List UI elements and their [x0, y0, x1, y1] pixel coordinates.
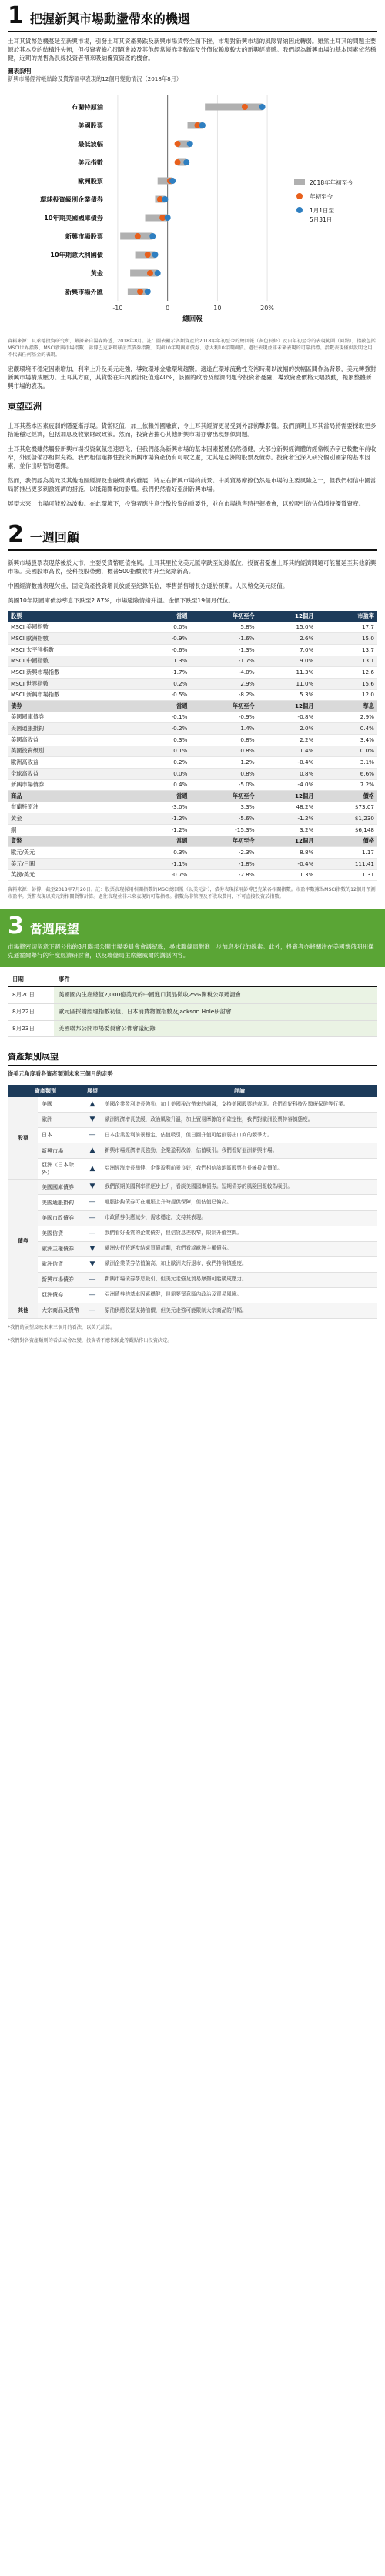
- table-row: [8, 723, 377, 735]
- table-header-cell: 價格: [316, 791, 377, 802]
- table-cell: 銅: [8, 825, 138, 836]
- table-cell: -4.0%: [190, 667, 257, 679]
- table-row: [8, 712, 377, 723]
- table-cell: -1.1%: [138, 858, 190, 869]
- alloc-row: [8, 1180, 377, 1195]
- section3-title: 當週展望: [29, 921, 79, 936]
- table-cell: 1.3%: [258, 869, 317, 881]
- alloc-row: [8, 1112, 377, 1127]
- section2-title: 一週回顧: [29, 530, 79, 546]
- outlook-arrow-icon: ▲: [83, 1097, 102, 1113]
- table-header-cell: 當週: [138, 836, 190, 847]
- alloc-subclass: 美國國庫債券: [38, 1180, 83, 1195]
- category-label: 新興市場外匯: [65, 287, 103, 295]
- alloc-header-class: 資產類別: [8, 1085, 83, 1097]
- alloc-subclass: 美國通脹掛鈎: [38, 1195, 83, 1210]
- legend-label: 2018年年初至今: [310, 179, 353, 186]
- event-row: [8, 1020, 377, 1037]
- subsection-title-asia: 東望亞洲: [8, 402, 42, 412]
- alloc-row: [8, 1195, 377, 1210]
- alloc-comment: 亞洲債券的基本因素穩健，但需要留意區內政治及貿易風險。: [102, 1287, 377, 1303]
- dot-chart-svg: [8, 87, 377, 333]
- alloc-comment: 歐洲央行將逐步結束買債計劃，我們看淡歐洲主權債券。: [102, 1241, 377, 1256]
- table-cell: 黃金: [8, 813, 138, 825]
- chart-caption-subtitle: 新興市場經常帳結餘及貨幣匯率表現的12個月變動情況（2018年8月）: [8, 75, 182, 83]
- x-axis-label: 總回報: [182, 315, 203, 323]
- legend-swatch-orange: [296, 193, 303, 199]
- alloc-subclass: 新興市場債券: [38, 1272, 83, 1287]
- alloc-comment: 亞洲經濟增長穩健，企業盈利前景良好，我們相信該地區股票有長線投資價值。: [102, 1159, 377, 1180]
- alloc-row: [8, 1143, 377, 1159]
- data-point-may: [155, 270, 161, 276]
- legend-swatch-blue: [296, 207, 303, 213]
- data-point-ytd: [242, 104, 248, 110]
- table-cell: 15.0%: [258, 622, 317, 633]
- table-cell: 2.0%: [258, 723, 317, 735]
- table-cell: -1.7%: [190, 656, 257, 667]
- table-cell: -1.7%: [138, 667, 190, 679]
- data-point-may: [152, 252, 158, 258]
- category-label: 美國股票: [78, 121, 103, 129]
- table-header-cell: 當週: [138, 701, 190, 712]
- table-cell: MSCI 新興市場指數: [8, 667, 138, 679]
- events-table: [8, 973, 377, 1037]
- outlook-arrow-icon: —: [83, 1128, 102, 1143]
- data-point-may: [145, 289, 151, 295]
- table-cell: 5.3%: [258, 689, 317, 701]
- category-label: 黃金: [90, 269, 103, 277]
- alloc-title: 資產類別展望: [8, 1052, 59, 1063]
- section1-title: 把握新興市場動盪帶來的機遇: [29, 12, 190, 26]
- alloc-row: [8, 1128, 377, 1143]
- section3-text: 市場將密切留意下週公佈的8月聯邦公開市場委員會會議紀錄，尋求聯儲局對進一步加息步伐的線索。此外，投資者亦將關注在美國懷俄明州傑克遜霍爾舉行的年度經濟研討會，以及聯儲局主席鮑威爾的講話內容。: [8, 943, 374, 959]
- section1-paragraph-5: 展望未來，市場可能較為波動。在此環境下，投資者應注意分散投資的重要性，並在市場拋售時把握機會，以較吸引的估值增持優質資產。: [8, 500, 365, 508]
- alloc-row: [8, 1159, 377, 1180]
- data-point-may: [149, 233, 156, 239]
- data-point-ytd: [175, 141, 181, 147]
- category-label: 10年期美國國庫債券: [44, 213, 103, 222]
- data-point-may: [162, 196, 168, 202]
- table-cell: 0.3%: [138, 847, 190, 859]
- table-cell: 111.41: [316, 858, 377, 869]
- table-cell: -0.8%: [258, 712, 317, 723]
- alloc-class: 債券: [8, 1180, 38, 1303]
- section1-number: 1: [8, 2, 24, 29]
- alloc-comment: 新興市場債券孳息吸引，但美元走強及貿易摩擦可能構成壓力。: [102, 1272, 377, 1287]
- outlook-arrow-icon: ▲: [83, 1143, 102, 1159]
- event-description: 歐元區採購經理指數初值、日本消費物價指數及Jackson Hole研討會: [54, 1003, 377, 1020]
- data-point-may: [259, 104, 266, 110]
- category-label: 10年期意大利國債: [50, 250, 103, 259]
- section1-paragraph-2: 土耳其基本因素疲弱的隱憂漸浮現。貨幣貶值，加上依賴外國融資，令土耳其經濟更易受到外部衝擊影響。我們預期土耳其當局將需要採取更多措施穩定經濟，包括加息及收緊財政政策。然而，投資者擔心其他新興市場亦會出現類似問題。: [8, 422, 377, 439]
- data-point-may: [199, 122, 206, 128]
- alloc-row: [8, 1256, 377, 1272]
- data-point-ytd: [145, 252, 151, 258]
- table-row: [8, 667, 377, 679]
- table-header-cell: 年初至今: [190, 791, 257, 802]
- data-point-ytd: [175, 159, 181, 165]
- table-header-cell: 孳息: [316, 701, 377, 712]
- events-header-event: 事件: [54, 973, 377, 986]
- table-header-cell: 當週: [138, 611, 190, 622]
- table-header-cell: 12個月: [258, 791, 317, 802]
- table-group-row: [8, 836, 377, 847]
- event-date: 8月20日: [8, 987, 54, 1004]
- table-cell: 0.2%: [138, 678, 190, 689]
- alloc-subclass: 美國信貸: [38, 1226, 83, 1241]
- table-cell: 1.4%: [190, 723, 257, 735]
- table-cell: 12.6: [316, 667, 377, 679]
- data-point-ytd: [147, 270, 153, 276]
- category-label: 歐洲股票: [78, 176, 103, 185]
- outlook-arrow-icon: —: [83, 1303, 102, 1318]
- table-cell: 12.0: [316, 689, 377, 701]
- outlook-arrow-icon: ▼: [83, 1256, 102, 1272]
- table-cell: -1.2%: [138, 825, 190, 836]
- table-cell: 歐元/美元: [8, 847, 138, 859]
- x-tick-label: -10: [112, 304, 123, 312]
- event-description: 美國國內生產總值2,000億美元的中國進口貨品徵收25%關稅公眾聽證會: [54, 987, 377, 1004]
- table-cell: 7.2%: [316, 779, 377, 791]
- market-table-note: 資料來源：彭博，截至2018年7月20日。註：股票表現採用相關指數的MSCI總回報（以美元計），債券表現採用彭博巴克萊各相關指數。市盈率數據為MSCI指數的12個月預測市盈率。貨幣表現以美元對相關貨幣計算。過往表現並非未來表現的可靠指標。指數為非管理及不收取費用，不可直接投資於指數。: [8, 887, 376, 899]
- table-cell: 全球高收益: [8, 768, 138, 779]
- alloc-header-comment: 評論: [102, 1085, 377, 1097]
- table-header-cell: 商品: [8, 791, 138, 802]
- section2-number: 2: [8, 521, 24, 549]
- table-cell: 0.0%: [138, 768, 190, 779]
- section1-paragraph-1: 宏觀環境不穩定因素增加，利率上升及美元走強，導致環球金融環境趨緊。適逢在環球流動性充裕時期以波幅的狹幅區間作為背景，美元轉強對新興市場構成壓力。土耳其方面，其貨幣在年內累計貶值逾40%，該國的政治及經濟問題令投資者憂慮，導致資產價格大幅波動，拖累整體新興市場的表現。: [8, 365, 377, 390]
- table-cell: -0.4%: [258, 757, 317, 769]
- data-point-may: [169, 178, 176, 184]
- table-cell: MSCI 美國指數: [8, 622, 138, 633]
- table-row: [8, 813, 377, 825]
- alloc-subclass: 新興市場: [38, 1143, 83, 1159]
- legend-swatch-bar: [294, 179, 305, 185]
- outlook-arrow-icon: —: [83, 1195, 102, 1210]
- table-header-cell: 12個月: [258, 701, 317, 712]
- section2-paragraph-1: 新興市場股票表現落後於大市，主要受貨幣貶值拖累。土耳其里拉兌美元匯率跌至紀錄低位，投資者憂慮土耳其的經濟問題可能蔓延至其他新興市場。美國股市高收，受科技股帶動，標普500指數收市升至紀錄新高。: [8, 559, 377, 576]
- table-cell: 1.4%: [258, 746, 317, 757]
- range-bar: [205, 103, 262, 110]
- event-row: [8, 1003, 377, 1020]
- category-label: 環球投資級別企業債券: [40, 195, 103, 203]
- alloc-rule: [8, 1065, 377, 1066]
- alloc-comment: 美國企業盈利增長強勁，加上美國稅改帶來的刺激，支持美國股票的表現。我們看好科技及醫療保健等行業。: [102, 1097, 377, 1113]
- alloc-footnote: *我們的展望反映未來三個月的看法，以美元計算。: [8, 1324, 116, 1330]
- table-cell: 歐洲高收益: [8, 757, 138, 769]
- table-header-cell: 12個月: [258, 611, 317, 622]
- table-cell: MSCI 歐洲指數: [8, 633, 138, 645]
- outlook-arrow-icon: —: [83, 1210, 102, 1226]
- table-cell: 3.1%: [316, 757, 377, 769]
- outlook-arrow-icon: —: [83, 1272, 102, 1287]
- alloc-subclass: 日本: [38, 1128, 83, 1143]
- table-header-cell: 年初至今: [190, 701, 257, 712]
- alloc-header-view: 展望: [83, 1085, 102, 1097]
- table-header-cell: 當週: [138, 791, 190, 802]
- outlook-arrow-icon: —: [83, 1287, 102, 1303]
- event-date: 8月23日: [8, 1020, 54, 1037]
- alloc-class: 股票: [8, 1097, 38, 1180]
- table-cell: 9.0%: [258, 656, 317, 667]
- table-cell: 1.31: [316, 869, 377, 881]
- table-header-cell: 債券: [8, 701, 138, 712]
- section2-paragraph-3: 美國10年期國庫債券孳息下跌至2.87%，市場避險情緒升溫。金價下跌至19個月低位。: [8, 597, 235, 605]
- table-cell: 0.0%: [316, 746, 377, 757]
- section3-header: [8, 912, 377, 939]
- table-row: [8, 825, 377, 836]
- alloc-row: [8, 1097, 377, 1113]
- category-label: 美元指數: [78, 158, 103, 166]
- table-cell: 48.2%: [258, 802, 317, 813]
- table-cell: $1,230: [316, 813, 377, 825]
- alloc-comment: 我們看好優質的企業債券，但信貸息差收窄，限制升值空間。: [102, 1226, 377, 1241]
- table-cell: 2.9%: [190, 678, 257, 689]
- alloc-subclass: 亞洲（日本除外）: [38, 1159, 83, 1180]
- table-header-cell: 年初至今: [190, 836, 257, 847]
- legend-label: 5月31日: [310, 215, 333, 223]
- table-cell: -1.2%: [138, 813, 190, 825]
- table-cell: 2.2%: [258, 735, 317, 746]
- table-cell: 美國國庫債券: [8, 712, 138, 723]
- alloc-subclass: 大宗商品及貨幣: [38, 1303, 83, 1318]
- category-label: 布蘭特原油: [72, 102, 103, 111]
- table-row: [8, 678, 377, 689]
- table-row: [8, 869, 377, 881]
- table-cell: 11.3%: [258, 667, 317, 679]
- table-header-row: [8, 611, 377, 622]
- table-cell: $6,148: [316, 825, 377, 836]
- table-cell: -1.2%: [258, 813, 317, 825]
- outlook-arrow-icon: ▼: [83, 1241, 102, 1256]
- legend-label: 1月1日至: [310, 206, 335, 214]
- table-cell: 11.0%: [258, 678, 317, 689]
- table-cell: -8.2%: [190, 689, 257, 701]
- data-point-may: [183, 159, 189, 165]
- table-cell: 2.9%: [316, 712, 377, 723]
- section2-rule: [8, 549, 377, 551]
- alloc-comment: 歐洲經濟增長放緩，政治風險升溫，加上貿易摩擦的不確定性，我們對歐洲股票持審慎態度。: [102, 1112, 377, 1127]
- table-cell: -0.2%: [138, 723, 190, 735]
- event-row: [8, 987, 377, 1004]
- section1-paragraph-3: 土耳其危機雖然觸發新興市場投資氣氛急速惡化，但我們認為新興市場的基本因素整體仍然穩健，大部分新興經濟體的經常帳赤字已較數年前收窄，外匯儲備亦相對充裕。我們相信選擇性投資新興市場資產仍有可取之處，尤其是亞洲的股票及債券。投資者宜深入研究個別國家的基本因素，並作出明智的選擇。: [8, 445, 377, 470]
- table-cell: 美國通脹掛鈎: [8, 723, 138, 735]
- table-cell: -15.3%: [190, 825, 257, 836]
- table-cell: 17.7: [316, 622, 377, 633]
- table-header-cell: 市盈率: [316, 611, 377, 622]
- chart-caption-title: 圖表說明: [8, 68, 32, 75]
- table-cell: 3.3%: [190, 802, 257, 813]
- table-row: [8, 847, 377, 859]
- table-row: [8, 746, 377, 757]
- table-cell: 0.8%: [190, 768, 257, 779]
- table-cell: 0.4%: [316, 723, 377, 735]
- category-label: 新興市場股票: [65, 232, 103, 240]
- outlook-arrow-icon: ▼: [83, 1112, 102, 1127]
- table-cell: 13.1: [316, 656, 377, 667]
- table-cell: -1.8%: [190, 858, 257, 869]
- table-row: [8, 633, 377, 645]
- table-cell: 英鎊/美元: [8, 869, 138, 881]
- alloc-footnote-2: *我們對各資產類別的看法或會改變，投資者不應依賴此等觀點作出投資決定。: [8, 1337, 172, 1343]
- table-cell: 美國高收益: [8, 735, 138, 746]
- alloc-subclass: 美國市政債券: [38, 1210, 83, 1226]
- alloc-row: [8, 1226, 377, 1241]
- alloc-subclass: 美國: [38, 1097, 83, 1113]
- table-cell: -3.0%: [138, 802, 190, 813]
- table-header-cell: 價格: [316, 836, 377, 847]
- table-cell: 0.0%: [138, 622, 190, 633]
- section3-number: 3: [8, 912, 24, 939]
- chart-note: 資料來源：貝萊德投資研究所，數據來自湯森路透，2018年8月。註：圖表顯示各類資產於2018年年初至今的總回報（灰色長條）及自年初至今的表現範圍（圓點），指數包括MSCI世界指數、MSCI新興市場指數、彭博巴克萊環球企業債券指數、美國10年期國庫債券、意大利10年期國債。過往表現並非未來表現的可靠指標。指數表現僅供說明之用，不代表任何基金的表現。: [8, 339, 377, 358]
- table-cell: 3.2%: [258, 825, 317, 836]
- alloc-comment: 原油供應收緊支持油價，但美元走強可能限制大宗商品的升幅。: [102, 1303, 377, 1318]
- asset-outlook-table: [8, 1085, 377, 1319]
- table-header-cell: 貨幣: [8, 836, 138, 847]
- table-group-row: [8, 701, 377, 712]
- table-cell: 2.6%: [258, 633, 317, 645]
- event-date: 8月22日: [8, 1003, 54, 1020]
- section1-rule: [8, 31, 377, 32]
- table-cell: 0.8%: [190, 735, 257, 746]
- x-tick-label: 0: [166, 304, 170, 312]
- table-cell: -0.1%: [138, 712, 190, 723]
- table-cell: -1.6%: [190, 633, 257, 645]
- alloc-row: [8, 1303, 377, 1318]
- table-cell: 15.6: [316, 678, 377, 689]
- table-group-row: [8, 791, 377, 802]
- table-row: [8, 802, 377, 813]
- data-point-ytd: [137, 289, 143, 295]
- alloc-comment: 日本企業盈利前景穩定，估值吸引，但日圓升值可能削弱出口商的競爭力。: [102, 1128, 377, 1143]
- table-cell: 13.7: [316, 645, 377, 656]
- alloc-row: [8, 1241, 377, 1256]
- events-header-date: 日期: [8, 973, 54, 986]
- table-cell: 0.2%: [138, 757, 190, 769]
- table-row: [8, 757, 377, 769]
- alloc-subclass: 歐洲主權債券: [38, 1241, 83, 1256]
- table-row: [8, 858, 377, 869]
- table-row: [8, 656, 377, 667]
- table-cell: 5.8%: [190, 622, 257, 633]
- table-cell: 0.1%: [138, 746, 190, 757]
- outlook-arrow-icon: ▼: [83, 1180, 102, 1195]
- range-bar: [130, 269, 158, 276]
- alloc-row: [8, 1272, 377, 1287]
- data-point-may: [165, 215, 171, 221]
- table-cell: -5.6%: [190, 813, 257, 825]
- alloc-class: 其他: [8, 1303, 38, 1318]
- table-cell: -0.4%: [258, 858, 317, 869]
- table-cell: 0.8%: [258, 768, 317, 779]
- table-header-cell: 12個月: [258, 836, 317, 847]
- table-cell: 8.8%: [258, 847, 317, 859]
- table-cell: MSCI 新興市場指數: [8, 689, 138, 701]
- outlook-arrow-icon: ▲: [83, 1159, 102, 1180]
- table-cell: 15.0: [316, 633, 377, 645]
- table-cell: -0.5%: [138, 689, 190, 701]
- table-cell: 布蘭特原油: [8, 802, 138, 813]
- table-cell: -0.6%: [138, 645, 190, 656]
- section1-intro: 土耳其貨幣危機蔓延至新興市場，引發土耳其資產暴跌及新興市場貨幣全面下挫，市場對新興市場的風險胃納因此轉弱。雖然土耳其的問題主要源於其本身的結構性失衡，但投資者擔心問題會波及其他經常帳赤字較高及外債依賴度較大的新興經濟體。我們認為新興市場的基本因素依然穩健，近期的拋售為長線投資者帶來吸納優質資產的機會。: [8, 38, 377, 62]
- table-row: [8, 622, 377, 633]
- table-cell: 7.0%: [258, 645, 317, 656]
- section1-paragraph-4: 然而，我們認為美元及其他地區經濟及金融環境的發展，將左右新興市場的前景。中美貿易摩擦仍然是市場的主要風險之一，但我們相信中國當局將推出更多刺激經濟的措施，以抵銷關稅的影響。我們仍然看好亞洲新興市場。: [8, 477, 377, 493]
- table-cell: -0.9%: [190, 712, 257, 723]
- alloc-row: [8, 1287, 377, 1303]
- alloc-comment: 市政債券供應減少，需求穩定，支持其表現。: [102, 1210, 377, 1226]
- section2-paragraph-2: 中國經濟數據表現欠佳，固定資產投資增長放緩至紀錄低位，零售銷售增長亦遜於預期。人民幣兌美元貶值。: [8, 582, 289, 590]
- table-cell: 0.4%: [138, 779, 190, 791]
- asset-performance-chart: [0, 87, 385, 336]
- table-header-cell: 年初至今: [190, 611, 257, 622]
- table-row: [8, 768, 377, 779]
- table-cell: -1.3%: [190, 645, 257, 656]
- table-row: [8, 645, 377, 656]
- alloc-subclass: 歐洲信貸: [38, 1256, 83, 1272]
- alloc-subtitle: 從美元角度看各資產類別未來三個月的走勢: [8, 1070, 113, 1078]
- x-tick-label: 10: [213, 304, 222, 312]
- table-cell: 美國投資級別: [8, 746, 138, 757]
- section1-header: [0, 0, 385, 29]
- table-cell: -4.0%: [258, 779, 317, 791]
- category-label: 最低波幅: [78, 139, 103, 148]
- alloc-comment: 新興市場經濟增長強勁，企業盈利改善，估值吸引。我們看好亞洲新興市場。: [102, 1143, 377, 1159]
- data-point-ytd: [135, 233, 141, 239]
- table-header-cell: 股票: [8, 611, 138, 622]
- table-row: [8, 689, 377, 701]
- alloc-row: [8, 1210, 377, 1226]
- table-cell: MSCI 中國指數: [8, 656, 138, 667]
- table-cell: $73.07: [316, 802, 377, 813]
- alloc-subclass: 歐洲: [38, 1112, 83, 1127]
- table-cell: -0.7%: [138, 869, 190, 881]
- alloc-comment: 歐洲企業債券估值偏高，加上歐洲央行退市，我們持審慎態度。: [102, 1256, 377, 1272]
- table-cell: -0.9%: [138, 633, 190, 645]
- table-row: [8, 779, 377, 791]
- outlook-arrow-icon: —: [83, 1226, 102, 1241]
- table-row: [8, 735, 377, 746]
- legend-label: 年初至今: [310, 192, 333, 200]
- section2-header: [0, 519, 385, 548]
- x-tick-label: 20%: [260, 304, 274, 312]
- table-cell: 新興市場債券: [8, 779, 138, 791]
- data-point-may: [187, 141, 193, 147]
- event-description: 美國聯邦公開市場委員會公佈會議紀錄: [54, 1020, 377, 1037]
- table-cell: MSCI 世界指數: [8, 678, 138, 689]
- table-cell: -2.3%: [190, 847, 257, 859]
- table-cell: 1.3%: [138, 656, 190, 667]
- alloc-subclass: 亞洲債券: [38, 1287, 83, 1303]
- table-cell: 0.8%: [190, 746, 257, 757]
- alloc-comment: 通脹掛鈎債券可在通脹上升時提供保障，但估值已偏高。: [102, 1195, 377, 1210]
- table-cell: MSCI 太平洋指數: [8, 645, 138, 656]
- table-cell: -5.0%: [190, 779, 257, 791]
- table-cell: 0.3%: [138, 735, 190, 746]
- table-cell: 1.2%: [190, 757, 257, 769]
- table-cell: 1.17: [316, 847, 377, 859]
- table-cell: 6.6%: [316, 768, 377, 779]
- market-performance-table: [8, 611, 377, 881]
- table-cell: 3.4%: [316, 735, 377, 746]
- table-cell: 美元/日圓: [8, 858, 138, 869]
- section3-box: [0, 909, 385, 968]
- table-cell: -2.8%: [190, 869, 257, 881]
- alloc-comment: 我們預期美國利率將逐步上升，看淡美國國庫債券。短期債券的風險回報較為吸引。: [102, 1180, 377, 1195]
